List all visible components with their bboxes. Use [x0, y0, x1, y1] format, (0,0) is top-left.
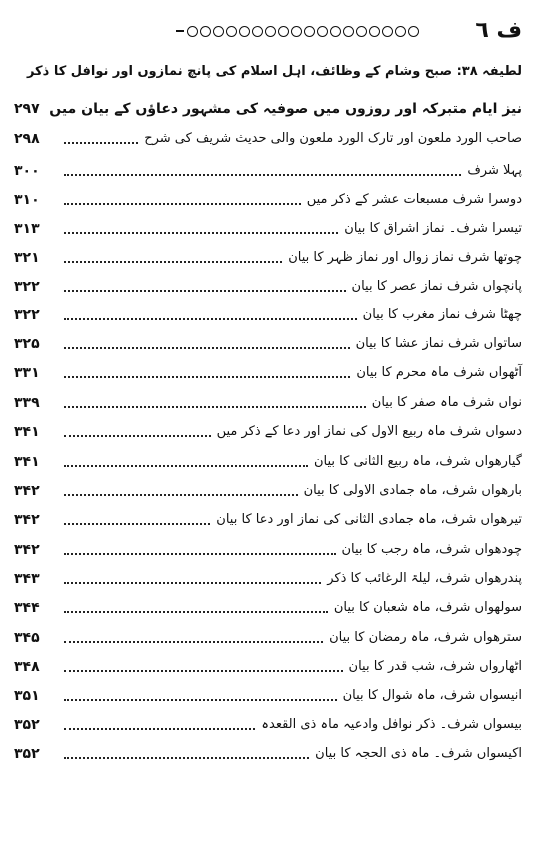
toc-entry	[14, 128, 522, 150]
toc-entry	[14, 362, 522, 384]
toc-entry-label: تیسرا شرف۔ نماز اشراق کا بیان	[344, 221, 522, 236]
leader-dots	[64, 406, 366, 408]
toc-page-number: ۳۲۲	[14, 279, 40, 295]
ornament-circle	[369, 26, 380, 37]
ornament-circle	[291, 26, 302, 37]
toc-entry-label: چوتھا شرف نماز زوال اور نماز ظہر کا بیان	[288, 250, 522, 265]
ornament-circle	[343, 26, 354, 37]
toc-page-number: ۳۴۴	[14, 600, 40, 616]
toc-entry-label: بیسواں شرف۔ ذکر نوافل وادعیہ ماہ ذی القعدہ	[261, 717, 522, 732]
toc-entry	[14, 189, 522, 211]
toc-entry-label: چھٹا شرف نماز مغرب کا بیان	[362, 307, 522, 322]
toc-page-number: ۳۱۳	[14, 221, 40, 237]
leader-dots	[64, 553, 336, 555]
leader-dots	[64, 232, 338, 234]
toc-entry-label: آٹھواں شرف ماہ محرم کا بیان	[356, 365, 522, 380]
toc-entry	[14, 714, 522, 736]
toc-entry	[14, 98, 522, 120]
toc-entry	[14, 539, 522, 561]
toc-page-number: ۲۹۷	[14, 101, 40, 117]
leader-dots	[64, 641, 323, 643]
toc-entry-label: سولھواں شرف، ماہ شعبان کا بیان	[333, 600, 522, 615]
leader-dots	[64, 523, 210, 525]
leader-dots	[64, 670, 343, 672]
toc-entry-label: چودھواں شرف، ماہ رجب کا بیان	[341, 542, 522, 557]
ornament-circle	[304, 26, 315, 37]
ornament-circle	[317, 26, 328, 37]
toc-page-number: ۲۹۸	[14, 131, 40, 147]
ornament-circle	[187, 26, 198, 37]
toc-page-number: ۳۱۰	[14, 192, 40, 208]
toc-entry-label: پہلا شرف	[467, 163, 522, 178]
ornament-circle	[200, 26, 211, 37]
toc-entry	[14, 509, 522, 531]
toc-entry	[14, 597, 522, 619]
toc-page-number: ۳۴۱	[14, 424, 40, 440]
leader-dots	[64, 582, 321, 584]
toc-entry	[14, 480, 522, 502]
page-header	[0, 16, 540, 46]
toc-page-number: ۳۲۱	[14, 250, 40, 266]
ornament-circle	[252, 26, 263, 37]
ornament-circle	[213, 26, 224, 37]
toc-page-number: ۳۰۰	[14, 163, 40, 179]
toc-page-number: ۳۳۹	[14, 395, 40, 411]
ornament-circle	[330, 26, 341, 37]
ornament-circle	[278, 26, 289, 37]
toc-page-number: ۳۵۱	[14, 688, 40, 704]
toc-entry-label: انیسواں شرف، ماہ شوال کا بیان	[342, 688, 522, 703]
section-title: لطیفہ ۳۸: صبح وشام کے وظائف، اہل اسلام کی پانچ نمازوں اور نوافل کا ذکر	[26, 64, 522, 79]
page-mark: ف ٦	[475, 18, 522, 43]
leader-dots	[64, 757, 309, 759]
leader-dots	[64, 494, 298, 496]
toc-page-number: ۳۴۸	[14, 659, 40, 675]
toc-entry	[14, 656, 522, 678]
toc-page-number: ۳۴۲	[14, 512, 40, 528]
leader-dots	[64, 728, 255, 730]
toc-entry	[14, 247, 522, 269]
leader-dots	[64, 142, 138, 144]
toc-entry	[14, 568, 522, 590]
toc-entry-label: پانچواں شرف نماز عصر کا بیان	[351, 279, 522, 294]
toc-page-number: ۳۳۱	[14, 365, 40, 381]
toc-entry-label: پندرھواں شرف، لیلۃ الرغائب کا ذکر	[327, 571, 522, 586]
toc-page-number: ۳۴۱	[14, 454, 40, 470]
toc-page-number: ۳۲۵	[14, 336, 40, 352]
leader-dots	[64, 261, 282, 263]
toc-entry	[14, 392, 522, 414]
toc-entry-label: اٹھارواں شرف، شب قدر کا بیان	[348, 659, 522, 674]
ornament-dash	[176, 30, 184, 32]
toc-entry-label: تیرھواں شرف، ماہ جمادی الثانی کی نماز اور دعا کا بیان	[216, 512, 522, 527]
leader-dots	[64, 435, 211, 437]
toc-entry	[14, 218, 522, 240]
toc-entry-label: بارھواں شرف، ماہ جمادی الاولی کا بیان	[303, 483, 522, 498]
toc-entry	[14, 451, 522, 473]
toc-entry-label: دسواں شرف ماہ ربیع الاول کی نماز اور دعا کے ذکر میں	[216, 424, 522, 439]
toc-page-number: ۳۴۲	[14, 542, 40, 558]
toc-page-number: ۳۵۲	[14, 717, 40, 733]
toc-entry-label: گیارھواں شرف، ماہ ربیع الثانی کا بیان	[314, 454, 522, 469]
toc-entry	[14, 627, 522, 649]
toc-entry-label: اکیسواں شرف۔ ماہ ذی الحجہ کا بیان	[315, 746, 522, 761]
leader-dots	[64, 347, 350, 349]
toc-page-number: ۳۴۲	[14, 483, 40, 499]
ornament-circle	[408, 26, 419, 37]
leader-dots	[64, 699, 337, 701]
leader-dots	[64, 465, 308, 467]
toc-entry-label: سترھواں شرف، ماہ رمضان کا بیان	[329, 630, 522, 645]
ornament-circle	[226, 26, 237, 37]
leader-dots	[64, 174, 461, 176]
ornament-circle	[356, 26, 367, 37]
ornament-circle	[265, 26, 276, 37]
toc-page-number: ۳۴۵	[14, 630, 40, 646]
toc-entry-label: صاحب الورد ملعون اور تارک الورد ملعون والی حدیث شریف کی شرح	[144, 131, 522, 146]
ornament-circle	[395, 26, 406, 37]
leader-dots	[64, 376, 350, 378]
toc-page-number: ۳۴۳	[14, 571, 40, 587]
leader-dots	[64, 290, 346, 292]
toc-entry-label: دوسرا شرف مسبعات عشر کے ذکر میں	[306, 192, 522, 207]
ornament-circle	[239, 26, 250, 37]
header-ornament	[176, 22, 421, 40]
ornament-circle	[382, 26, 393, 37]
toc-entry	[14, 743, 522, 765]
toc-entry	[14, 304, 522, 326]
toc-page-number: ۳۵۲	[14, 746, 40, 762]
toc-entry-label: نواں شرف ماہ صفر کا بیان	[371, 395, 522, 410]
toc-entry	[14, 276, 522, 298]
toc-entry	[14, 685, 522, 707]
toc-entry-label: ساتواں شرف نماز عشا کا بیان	[355, 336, 522, 351]
leader-dots	[64, 611, 328, 613]
leader-dots	[64, 318, 357, 320]
leader-dots	[64, 203, 301, 205]
toc-entry	[14, 160, 522, 182]
toc-page-number: ۳۲۲	[14, 307, 40, 323]
toc-entry-label: نیز ایام متبرکہ اور روزوں میں صوفیہ کی مشہور دعاؤں کے بیان میں	[49, 101, 522, 117]
toc-entry	[14, 421, 522, 443]
toc-entry	[14, 333, 522, 355]
